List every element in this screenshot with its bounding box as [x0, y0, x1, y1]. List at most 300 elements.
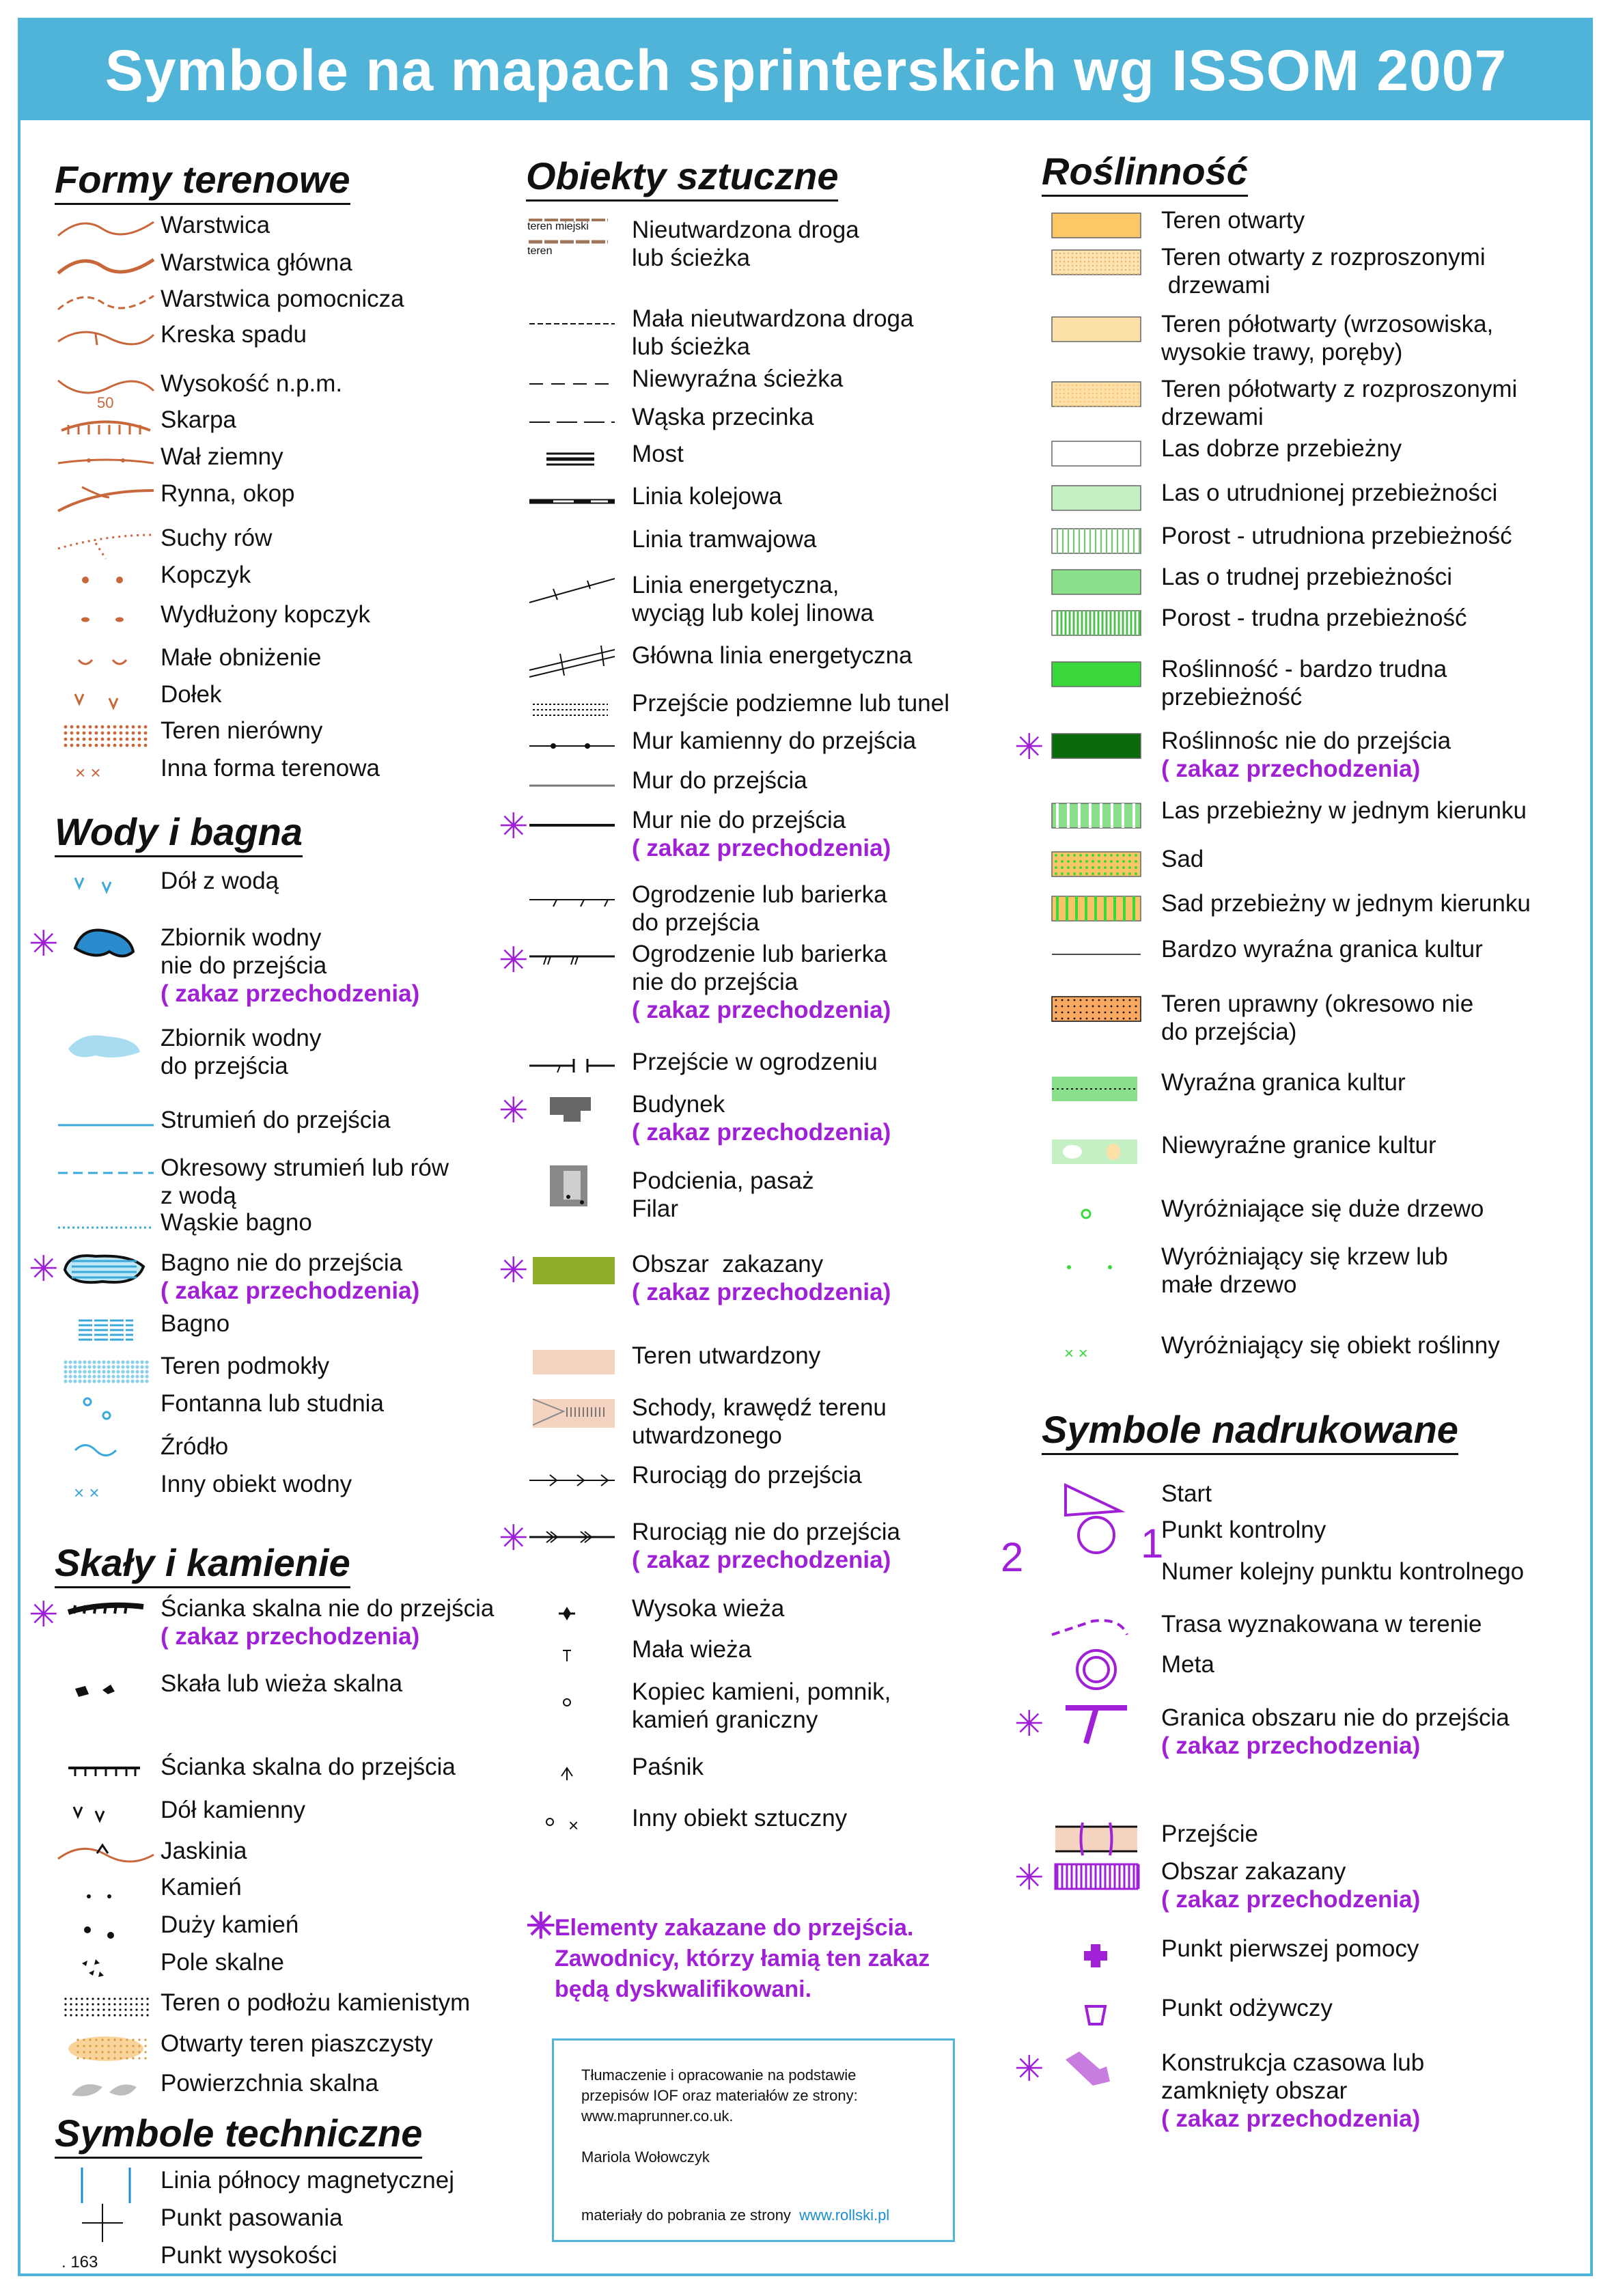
legend-label	[632, 727, 916, 755]
under-diff-icon	[1042, 601, 1151, 645]
legend-label-line: Rurociąg nie do przejścia	[632, 1519, 900, 1545]
legend-label-line: Bagno nie do przejścia	[161, 1249, 403, 1276]
forbidden-star-icon: ✳	[499, 1519, 529, 1558]
forbidden-star-icon: ✳	[29, 1595, 59, 1635]
legend-label	[161, 600, 370, 628]
legend-label-line: Obszar zakazany	[632, 1251, 824, 1277]
culture-indist-icon	[1042, 1129, 1151, 1172]
wall-icon	[526, 764, 628, 807]
legend-label-line: Wyróżniające się duże drzewo	[1161, 1195, 1484, 1222]
legend-label	[632, 571, 874, 627]
legend-label	[161, 644, 321, 672]
legend-label-line: Rurociąg do przejścia	[632, 1462, 862, 1489]
road-small-icon	[526, 302, 628, 346]
legend-label	[632, 1394, 887, 1450]
legend-label	[632, 365, 843, 393]
legend-label-line: Teren otwarty	[1161, 207, 1305, 234]
forbidden-star-icon: ✳	[526, 1907, 556, 1946]
wall-uncross-icon	[526, 803, 628, 847]
legend-label-line: Teren półotwarty z rozproszonymi	[1161, 376, 1518, 402]
credit-line: Tłumaczenie i opracowanie na podstawie	[581, 2066, 857, 2084]
marsh-uncross-icon	[55, 1246, 157, 1290]
legend-label-line: Warstwica pomocnicza	[161, 286, 404, 312]
bare-rock-icon	[55, 2066, 157, 2110]
rock-pillar-icon	[55, 1667, 157, 1711]
svg-text:×: ×	[568, 1815, 579, 1836]
refresh-icon	[1042, 1991, 1151, 2035]
download-link[interactable]: www.rollski.pl	[799, 2207, 890, 2224]
stone-wall-icon	[526, 724, 628, 768]
legend-label-line: Paśnik	[632, 1754, 704, 1780]
legend-label	[161, 717, 322, 745]
legend-label-line: Wąska przecinka	[632, 404, 814, 430]
legend-label-line: Mur kamienny do przejścia	[632, 728, 917, 754]
page-title: Symbole na mapach sprinterskich wg ISSOM 2007	[105, 38, 1507, 102]
legend-label-line: Linia tramwajowa	[632, 526, 817, 553]
legend-label	[161, 1911, 298, 1939]
section-title: Obiekty sztuczne	[526, 154, 838, 202]
knoll-el-icon	[55, 598, 157, 641]
legend-label-line: Wysoka wieża	[632, 1595, 785, 1622]
svg-text:× ×: × ×	[74, 1482, 100, 1503]
legend-label	[1161, 845, 1204, 873]
legend-label-line: Skała lub wieża skalna	[161, 1670, 403, 1697]
legend-label-line: Porost - utrudniona przebieżność	[1161, 523, 1512, 549]
legend-label-line: Dół kamienny	[161, 1797, 306, 1823]
legend-label-line: Konstrukcja czasowa lub	[1161, 2049, 1425, 2076]
legend-label	[1161, 1820, 1258, 1848]
legend-label-line: Las o trudnej przebieżności	[1161, 564, 1453, 590]
legend-label-line: Suchy rów	[161, 525, 273, 551]
control-icon	[1042, 1513, 1151, 1557]
stairs-icon	[526, 1391, 628, 1435]
paved-icon	[526, 1339, 628, 1383]
legend-label-line: Punkt pierwszej pomocy	[1161, 1935, 1419, 1962]
legend-label	[161, 249, 352, 277]
legend-label	[1161, 1610, 1482, 1638]
legend-label-line: Punkt wysokości	[161, 2242, 337, 2269]
legend-label-line: Przejście	[1161, 1821, 1258, 1847]
legend-label	[161, 370, 342, 398]
temp-icon	[1042, 2046, 1151, 2090]
forbidden-star-icon: ✳	[29, 1249, 59, 1289]
legend-label-line: drzewami	[1161, 404, 1264, 430]
legend-label	[161, 443, 283, 471]
rough-icon	[1042, 307, 1151, 351]
legend-label-line: Mur do przejścia	[632, 767, 807, 794]
legend-label-line: Schody, krawędź terenu	[632, 1394, 887, 1421]
legend-label-line: Warstwica	[161, 212, 270, 238]
boulder-field-icon	[55, 1946, 157, 1989]
legend-label	[161, 1796, 305, 1824]
legend-label-line: Otwarty teren piaszczysty	[161, 2030, 433, 2057]
legend-label	[632, 1753, 704, 1781]
forbidden-label: ( zakaz przechodzenia)	[1161, 2105, 1421, 2132]
legend-label	[1161, 604, 1467, 632]
legend-label	[632, 305, 913, 361]
legend-label-line: Kopczyk	[161, 562, 251, 588]
legend-label-line: Teren o podłożu kamienistym	[161, 1989, 471, 2016]
tree-big-icon	[1042, 1192, 1151, 1236]
legend-label	[632, 1518, 900, 1574]
legend-label-line: Powierzchnia skalna	[161, 2070, 379, 2097]
legend-label	[632, 806, 891, 862]
marsh-icon	[55, 1307, 157, 1351]
fence-icon	[526, 878, 628, 922]
legend-label-line: Bagno	[161, 1310, 230, 1337]
path-indist-icon	[526, 362, 628, 406]
legend-label-line: Wał ziemny	[161, 443, 283, 470]
legend-label-line: Wysokość n.p.m.	[161, 370, 343, 397]
forbidden-label: ( zakaz przechodzenia)	[1161, 1732, 1421, 1759]
legend-label	[161, 1389, 384, 1417]
building-icon	[526, 1088, 628, 1131]
legend-label	[1161, 434, 1402, 462]
passage-icon	[526, 1164, 628, 1208]
legend-label-line: Duży kamień	[161, 1911, 299, 1938]
culture-bnd2-icon	[1042, 1066, 1151, 1109]
legend-label-line: do przejścia)	[1161, 1019, 1297, 1045]
note-line: Elementy zakazane do przejścia.	[555, 1915, 914, 1941]
legend-label-line: Wydłużony kopczyk	[161, 601, 371, 628]
legend-label	[1161, 1704, 1510, 1760]
stream-icon	[55, 1103, 157, 1147]
legend-label-line: Budynek	[632, 1091, 725, 1118]
first-aid-icon	[1042, 1932, 1151, 1976]
section-title: Symbole techniczne	[55, 2111, 422, 2159]
under-slow-icon	[1042, 519, 1151, 563]
legend-label	[1161, 522, 1512, 550]
legend-label	[161, 480, 295, 508]
marsh-narrow-icon	[55, 1206, 157, 1249]
legend-label-line: Strumień do przejścia	[161, 1107, 391, 1133]
legend-label-line: Trasa wyznakowana w terenie	[1161, 1611, 1482, 1637]
legend-label	[1161, 1243, 1448, 1299]
rock-cross-icon	[55, 1750, 157, 1794]
feeding-icon	[526, 1750, 628, 1794]
legend-label	[1161, 889, 1531, 917]
legend-label-line: Mała nieutwardzona droga	[632, 305, 914, 332]
legend-label-line: Skarpa	[161, 406, 236, 433]
control-number-2: 2	[1001, 1534, 1024, 1580]
legend-label-line: Inny obiekt sztuczny	[632, 1805, 848, 1831]
legend-label	[1161, 1068, 1406, 1096]
legend-label-line: z wodą	[161, 1182, 236, 1209]
legend-label	[1161, 1480, 1212, 1508]
rock-uncross-icon	[55, 1592, 157, 1635]
forbidden-label: ( zakaz przechodzenia)	[632, 1547, 891, 1573]
legend-label-line: Kopiec kamieni, pomnik,	[632, 1678, 891, 1705]
legend-label	[1161, 1994, 1333, 2022]
legend-label	[161, 524, 272, 552]
legend-label	[1161, 1516, 1326, 1544]
note-line: będą dyskwalifikowani.	[555, 1976, 812, 2002]
legend-label-line: Teren otwarty z rozproszonymi	[1161, 244, 1486, 271]
legend-label	[161, 680, 221, 708]
forbidden-label: ( zakaz przechodzenia)	[632, 997, 891, 1023]
orchard-icon	[1042, 842, 1151, 886]
forest-diff-icon	[1042, 560, 1151, 604]
legend-label-line: nie do przejścia	[161, 952, 327, 979]
tram-icon	[526, 523, 628, 566]
forest-icon	[1042, 432, 1151, 475]
legend-label-line: Ogrodzenie lub barierka	[632, 881, 887, 908]
legend-label-line: Granica obszaru nie do przejścia	[1161, 1704, 1510, 1731]
cairn-icon	[526, 1675, 628, 1719]
cultivated-icon	[1042, 987, 1151, 1031]
forbidden-star-icon: ✳	[1014, 728, 1044, 767]
legend-label	[1161, 206, 1305, 234]
legend-label	[1161, 797, 1527, 825]
railway-icon	[526, 480, 628, 523]
legend-label-line: Niewyraźna ścieżka	[632, 365, 844, 392]
spot-height-icon	[55, 2239, 157, 2282]
legend-label-line: Teren podmokły	[161, 1353, 330, 1379]
legend-label	[632, 1678, 891, 1734]
legend-label	[161, 754, 380, 782]
elevation-number: 50	[97, 394, 114, 411]
section-title: Wody i bagna	[55, 810, 303, 857]
svg-text:× ×: × ×	[75, 762, 101, 783]
legend-label	[1161, 990, 1473, 1046]
legend-label-line: Zbiornik wodny	[161, 924, 322, 951]
legend-label	[632, 403, 814, 431]
special-veg-icon	[1042, 1329, 1151, 1372]
control-num-icon	[1042, 1555, 1151, 1599]
forbidden-star-icon: ✳	[1014, 1704, 1044, 1744]
legend-label-line: Niewyraźne granice kultur	[1161, 1132, 1436, 1159]
tower-icon	[526, 1592, 628, 1635]
credit-line: przepisów IOF oraz materiałów ze strony:	[581, 2087, 858, 2104]
legend-label-line: Las przebieżny w jednym kierunku	[1161, 797, 1527, 824]
legend-label-line: przebieżność	[1161, 684, 1303, 710]
fence-gap-icon	[526, 1045, 628, 1089]
orchard-dir-icon	[1042, 887, 1151, 930]
special-man-icon	[526, 1801, 628, 1845]
forest-slow-icon	[1042, 476, 1151, 520]
lake-uncross-icon	[55, 921, 157, 965]
oob-line-icon	[1042, 1701, 1151, 1745]
legend-label-line: Porost - trudna przebieżność	[1161, 605, 1467, 631]
legend-label	[632, 1090, 891, 1146]
legend-label-line: do przejścia	[632, 909, 760, 936]
legend-label	[632, 940, 891, 1024]
legend-label-line: Ścianka skalna nie do przejścia	[161, 1595, 495, 1622]
forest-vdiff-icon	[1042, 652, 1151, 696]
legend-label-line: Linia kolejowa	[632, 483, 782, 510]
forbidden-label: ( zakaz przechodzenia)	[161, 1623, 420, 1650]
legend-label-line: Główna linia energetyczna	[632, 642, 913, 669]
water-pit-icon	[55, 864, 157, 908]
legend-label-line: wysokie trawy, poręby)	[1161, 339, 1403, 365]
forbidden-label: ( zakaz przechodzenia)	[1161, 756, 1421, 782]
forbidden-star-icon: ✳	[29, 924, 59, 964]
legend-label	[161, 1837, 247, 1865]
legend-label	[161, 1106, 391, 1134]
legend-label-line: Punkt pasowania	[161, 2204, 343, 2231]
pipe-uncross-icon	[526, 1515, 628, 1559]
legend-label-line: Ścianka skalna do przejścia	[161, 1754, 456, 1780]
legend-label	[1161, 1131, 1436, 1159]
rocky-pit-icon	[55, 1793, 157, 1837]
legend-label-line: małe drzewo	[1161, 1271, 1297, 1298]
legend-label	[161, 1594, 494, 1650]
legend-label	[1161, 727, 1451, 783]
legend-label-line: wyciąg lub kolej linowa	[632, 600, 874, 626]
forbidden-star-icon: ✳	[1014, 1858, 1044, 1898]
oob-area-icon	[1042, 1855, 1151, 1898]
legend-label-line: Podcienia, pasaż	[632, 1167, 814, 1194]
credit-line[interactable]: www.maprunner.co.uk.	[581, 2107, 734, 2125]
legend-label-line: Inny obiekt wodny	[161, 1471, 352, 1497]
legend-label	[1161, 479, 1497, 507]
legend-label-line: Las o utrudnionej przebieżności	[1161, 480, 1498, 506]
legend-label	[161, 1470, 352, 1498]
legend-label	[632, 482, 782, 510]
forbidden-area-icon	[526, 1247, 628, 1291]
legend-label	[161, 320, 307, 348]
legend-label	[632, 216, 859, 272]
legend-label	[632, 1342, 820, 1370]
legend-label	[161, 211, 270, 239]
legend-label	[632, 881, 887, 937]
legend-label	[161, 867, 279, 895]
legend-label	[161, 1249, 419, 1305]
open-trees-icon	[1042, 240, 1151, 284]
forbidden-star-icon: ✳	[499, 1251, 529, 1290]
forbidden-star-icon: ✳	[499, 807, 529, 846]
legend-label	[161, 1873, 242, 1901]
legend-label	[161, 561, 251, 589]
legend-label-line: Mała wieża	[632, 1636, 752, 1663]
credit-box	[552, 2038, 955, 2242]
legend-label	[632, 440, 684, 468]
pipe-icon	[526, 1458, 628, 1502]
legend-label	[632, 1250, 891, 1306]
forbidden-star-icon: ✳	[499, 1091, 529, 1131]
legend-label-line: Zbiornik wodny	[161, 1025, 322, 1051]
legend-label-line: Start	[1161, 1480, 1212, 1507]
legend-label-line: Numer kolejny punktu kontrolnego	[1161, 1558, 1525, 1585]
section-title: Skały i kamienie	[55, 1540, 350, 1588]
legend-label	[632, 766, 807, 794]
course-line-icon	[1042, 1607, 1151, 1651]
fence-uncross-icon	[526, 937, 628, 981]
legend-label-line: drzewami	[1161, 272, 1270, 299]
note-line: Zawodnicy, którzy łamią ten zakaz	[555, 1946, 930, 1972]
legend-label-line: lub ścieżka	[632, 333, 751, 360]
legend-label	[161, 1670, 402, 1698]
svg-text:× ×: × ×	[1064, 1344, 1088, 1363]
sand-icon	[55, 2027, 157, 2071]
legend-label	[161, 285, 404, 313]
legend-label-line: Teren nierówny	[161, 717, 323, 744]
legend-label	[161, 924, 419, 1008]
bush-icon	[1042, 1240, 1151, 1284]
tower-small-icon	[526, 1633, 628, 1676]
legend-label	[1161, 310, 1493, 366]
legend-label-line: Rynna, okop	[161, 480, 295, 507]
legend-label-line: Dołek	[161, 681, 222, 708]
legend-label-line: zamknięty obszar	[1161, 2077, 1348, 2104]
section-title: Symbole nadrukowane	[1042, 1407, 1458, 1455]
legend-label	[1161, 1331, 1500, 1359]
forbidden-label: ( zakaz przechodzenia)	[1161, 1886, 1421, 1913]
legend-label	[161, 2166, 454, 2194]
bridge-icon	[526, 437, 628, 481]
legend-label-line: Sad przebieżny w jednym kierunku	[1161, 890, 1531, 917]
legend-label-line: Linia północy magnetycznej	[161, 2167, 454, 2194]
legend-label-line: Las dobrze przebieżny	[1161, 435, 1402, 462]
legend-label-line: Roślinność - bardzo trudna	[1161, 656, 1447, 682]
control-number-1: 1	[1141, 1521, 1164, 1566]
credit-author: Mariola Wołowczyk	[581, 2148, 710, 2166]
legend-label-line: Sad	[1161, 846, 1204, 872]
road-icon	[526, 213, 628, 257]
legend-label	[161, 2069, 378, 2097]
legend-label	[632, 525, 816, 553]
forbidden-label: ( zakaz przechodzenia)	[161, 980, 420, 1007]
legend-label	[632, 641, 913, 669]
legend-label	[1161, 375, 1517, 431]
legend-label-line: Warstwica główna	[161, 249, 352, 276]
forest-dir-icon	[1042, 794, 1151, 838]
stony-icon	[55, 1986, 157, 2030]
legend-label	[161, 1989, 470, 2017]
legend-label-line: Mur nie do przejścia	[632, 807, 846, 833]
stream-int-icon	[55, 1151, 157, 1195]
legend-label-line: Przejście w ogrodzeniu	[632, 1049, 878, 1075]
finish-icon	[1042, 1648, 1151, 1691]
legend-label-line: kamień graniczny	[632, 1706, 818, 1733]
svg-text:teren miejski: teren miejski	[527, 221, 589, 232]
forbidden-star-icon: ✳	[1014, 2049, 1044, 2089]
well-icon	[55, 1387, 157, 1430]
legend-label-line: Przejście podziemne lub tunel	[632, 690, 949, 717]
legend-label-line: Roślinnośc nie do przejścia	[1161, 728, 1451, 754]
legend-label	[1161, 1195, 1484, 1223]
legend-label	[632, 689, 949, 717]
legend-label	[1161, 243, 1486, 299]
legend-label	[161, 2241, 337, 2269]
legend-label-line: Nieutwardzona droga	[632, 217, 859, 243]
legend-label	[161, 1310, 230, 1338]
legend-label	[1161, 655, 1447, 711]
legend-label-line: Ogrodzenie lub barierka	[632, 941, 887, 967]
forbidden-label: ( zakaz przechodzenia)	[632, 1279, 891, 1305]
legend-label-line: Źródło	[161, 1433, 229, 1460]
legend-label-line: Teren uprawny (okresowo nie	[1161, 991, 1474, 1017]
legend-label-line: Wyróżniający się krzew lub	[1161, 1243, 1448, 1270]
legend-label-line: Wyróżniający się obiekt roślinny	[1161, 1332, 1500, 1359]
culture-bnd-icon	[1042, 932, 1151, 976]
svg-text:. 163: . 163	[61, 2253, 98, 2271]
legend-label	[161, 2204, 343, 2232]
title-banner	[20, 20, 1592, 120]
special-land-icon	[55, 751, 157, 795]
legend-label	[1161, 1558, 1524, 1586]
forbidden-note	[526, 1907, 1018, 2005]
legend-label	[632, 1635, 751, 1663]
legend-label-line: Bardzo wyraźna granica kultur	[1161, 936, 1483, 963]
forbidden-star-icon: ✳	[499, 941, 529, 980]
legend-label-line: Fontanna lub studnia	[161, 1390, 384, 1417]
legend-label	[1161, 563, 1452, 591]
legend-label-line: Punkt odżywczy	[1161, 1995, 1333, 2021]
legend-label	[161, 1154, 449, 1210]
legend-label-line: Pole skalne	[161, 1949, 284, 1976]
power-icon	[526, 568, 628, 612]
